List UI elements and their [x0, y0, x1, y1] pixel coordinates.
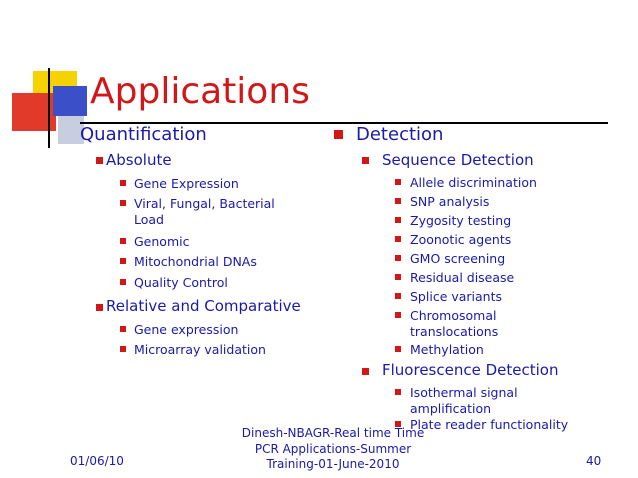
- absolute-label: Absolute: [106, 151, 172, 169]
- quantification-heading: Quantification: [80, 124, 207, 145]
- bullet-icon: [120, 238, 126, 244]
- list-item: Zygosity testing: [410, 213, 512, 228]
- bullet-icon: [395, 236, 401, 242]
- footer-line-2: PCR Applications-Summer: [254, 441, 412, 456]
- detection-heading: Detection: [356, 124, 444, 145]
- list-item: Gene expression: [134, 322, 239, 337]
- bullet-icon: [120, 326, 126, 332]
- bullet-icon: [395, 346, 401, 352]
- bullet-icon: [395, 217, 401, 223]
- bullet-icon: [120, 200, 126, 206]
- bullet-icon: [362, 368, 369, 375]
- slide-title: Applications: [90, 71, 310, 112]
- bullet-icon: [96, 157, 103, 164]
- list-item: SNP analysis: [410, 194, 490, 209]
- list-item: Residual disease: [410, 270, 515, 285]
- list-item: Gene Expression: [134, 176, 239, 191]
- bullet-icon: [395, 312, 401, 318]
- footer-date: 01/06/10: [70, 454, 124, 468]
- bullet-icon: [395, 274, 401, 280]
- footer-caption: [228, 426, 438, 473]
- list-item: Chromosomal: [410, 308, 497, 323]
- list-item: GMO screening: [410, 251, 506, 266]
- bullet-icon: [120, 258, 126, 264]
- bullet-icon: [395, 389, 401, 395]
- footer-line-3: Training-01-June-2010: [266, 457, 400, 472]
- list-item-continuation: amplification: [410, 401, 492, 416]
- list-item: Mitochondrial DNAs: [134, 254, 257, 269]
- bullet-icon: [395, 179, 401, 185]
- list-item: Plate reader functionality: [410, 417, 569, 432]
- logo-blue-block: [53, 86, 87, 116]
- list-item: Splice variants: [410, 289, 503, 304]
- list-item: Methylation: [410, 342, 484, 357]
- list-item: Microarray validation: [134, 342, 266, 357]
- bullet-icon: [120, 180, 126, 186]
- bullet-icon: [334, 130, 343, 139]
- relative-label: Relative and Comparative: [106, 297, 301, 315]
- sequence-detection-label: Sequence Detection: [382, 151, 534, 169]
- page-number: 40: [586, 454, 602, 468]
- bullet-icon: [395, 198, 401, 204]
- list-item: Isothermal signal: [410, 385, 518, 400]
- list-item: Allele discrimination: [410, 175, 537, 190]
- bullet-icon: [395, 255, 401, 261]
- logo-vline: [48, 68, 50, 148]
- list-item: Genomic: [134, 234, 190, 249]
- bullet-icon: [96, 304, 103, 311]
- list-item: Quality Control: [134, 275, 228, 290]
- bullet-icon: [120, 346, 126, 352]
- bullet-icon: [362, 157, 369, 164]
- list-item: Zoonotic agents: [410, 232, 512, 247]
- bullet-icon: [395, 293, 401, 299]
- list-item-continuation: Load: [134, 212, 164, 227]
- bullet-icon: [120, 279, 126, 285]
- fluorescence-detection-label: Fluorescence Detection: [382, 361, 559, 379]
- list-item-continuation: translocations: [410, 324, 499, 339]
- list-item: Viral, Fungal, Bacterial: [134, 196, 275, 211]
- footer-line-1: Dinesh-NBAGR-Real time Time: [241, 426, 425, 440]
